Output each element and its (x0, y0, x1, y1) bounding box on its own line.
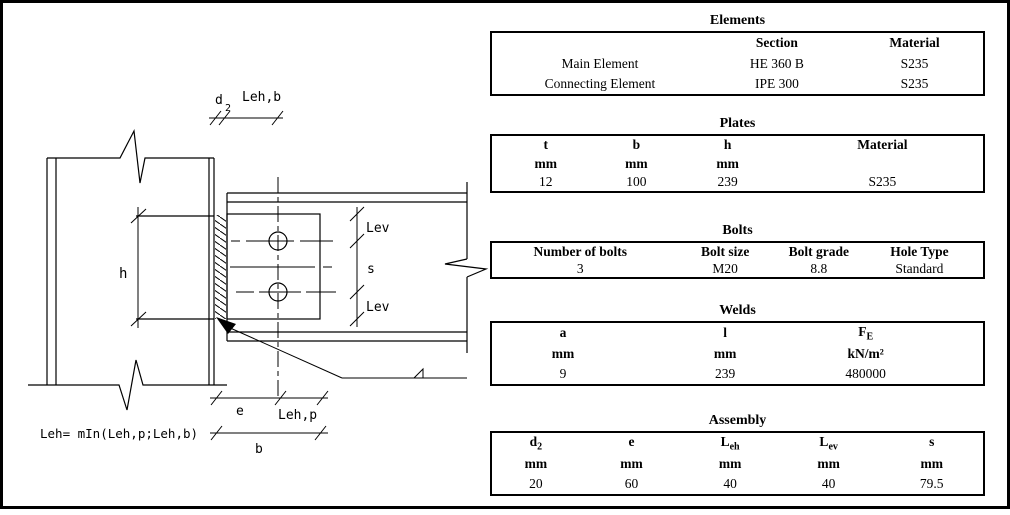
unit-cell: mm (534, 155, 557, 171)
table-row (491, 53, 984, 74)
table-cell: IPE 300 (754, 76, 799, 91)
welds-title: Welds (719, 303, 756, 318)
table-cell: HE 360 B (749, 55, 804, 71)
values-row (491, 364, 984, 385)
bolts-title: Bolts (722, 223, 753, 238)
value-cell: 100 (626, 174, 647, 189)
unit-cell: mm (524, 455, 548, 471)
elements-title: Elements (709, 13, 766, 28)
unit-cell: mm (551, 345, 575, 361)
assembly-table (490, 431, 985, 496)
dim-label-e: e (236, 404, 244, 419)
dimension-lines (131, 111, 364, 440)
weld-leader (216, 317, 467, 378)
value-cell: M20 (712, 260, 738, 276)
value-cell: 20 (529, 476, 543, 491)
table-cell: Main Element (561, 55, 639, 71)
unit-cell: mm (625, 155, 648, 171)
dim-label-leh-p: Leh,p (278, 408, 318, 423)
dim-label-d2-sub: 2 (225, 103, 232, 114)
value-cell: 40 (821, 476, 836, 491)
dim-label-leh-b: Leh,b (242, 90, 282, 105)
dim-label-lev-top: Lev (366, 221, 390, 236)
value-cell: 480000 (845, 366, 886, 381)
unit-cell: mm (620, 455, 643, 471)
assembly-title: Assembly (708, 413, 767, 428)
table-cell: Connecting Element (544, 76, 656, 91)
elements-section (490, 12, 985, 96)
assembly-section (490, 412, 985, 496)
unit-cell: mm (718, 455, 742, 471)
unit-cell: mm (716, 155, 739, 171)
col-header: h (723, 137, 732, 152)
value-cell: 3 (576, 260, 584, 276)
units-row (491, 343, 984, 364)
col-header: $F_E$ (858, 323, 874, 343)
value-cell: 8.8 (810, 260, 828, 276)
value-cell: 239 (715, 366, 736, 381)
col-header: Number of bolts (533, 243, 627, 259)
table-cell: S235 (900, 76, 929, 91)
dim-label-d2: d (215, 93, 223, 108)
col-header: t (543, 137, 548, 152)
unit-cell (782, 154, 984, 173)
table-header-row (491, 322, 984, 343)
table-cell: S235 (900, 55, 929, 71)
elements-table (490, 31, 985, 96)
col-header-blank (491, 32, 708, 53)
unit-cell (915, 343, 984, 364)
units-row (491, 453, 984, 474)
value-cell: 9 (559, 366, 567, 381)
col-header-material: Material (889, 35, 940, 50)
table-header-row (491, 242, 984, 260)
col-header: Bolt grade (788, 243, 850, 259)
value-cell: 12 (538, 174, 553, 189)
beam-break-icon (445, 259, 486, 277)
unit-cell: mm (817, 455, 840, 471)
leh-formula: Leh= mIn(Leh,p;Leh,b) (40, 426, 199, 441)
value-cell: 40 (723, 476, 737, 491)
values-row (491, 474, 984, 495)
units-row (491, 154, 984, 173)
value-cell (915, 364, 984, 385)
col-header: s (929, 433, 935, 449)
col-header: a (559, 325, 567, 340)
col-header-section: Section (755, 35, 798, 50)
column-bottom-break-icon (28, 360, 227, 410)
col-header-blank (915, 322, 984, 343)
value-cell: 60 (624, 476, 639, 491)
values-row (491, 260, 984, 278)
welds-section (490, 302, 985, 386)
col-header: $L_{ev}$ (819, 433, 838, 453)
plates-section (490, 115, 985, 193)
unit-cell: mm (713, 345, 737, 361)
table-header-row (491, 32, 984, 53)
value-cell: 79.5 (919, 476, 944, 491)
col-header: e (628, 433, 635, 449)
col-header: $d_2$ (529, 433, 543, 453)
column-top-break-icon (47, 131, 214, 183)
welds-table (490, 321, 985, 386)
plates-table (490, 134, 985, 193)
column-outline (28, 131, 227, 410)
dim-label-s: s (367, 262, 375, 277)
bolts-table (490, 241, 985, 279)
col-header: $L_{eh}$ (720, 433, 740, 453)
values-row (491, 173, 984, 192)
unit-cell: kN/m² (847, 345, 884, 361)
table-header-row (491, 135, 984, 154)
value-cell: Standard (895, 260, 944, 276)
col-header: Bolt size (700, 243, 750, 259)
dim-label-b: b (255, 442, 263, 457)
dim-label-lev-bottom: Lev (366, 300, 390, 315)
unit-cell: mm (920, 455, 943, 471)
plates-title: Plates (719, 116, 756, 131)
table-row (491, 74, 984, 95)
value-cell: 239 (717, 174, 738, 189)
weld-hatch (215, 215, 226, 319)
value-cell: S235 (868, 174, 897, 189)
dim-label-h: h (119, 266, 128, 282)
table-header-row (491, 432, 984, 453)
fillet-weld-symbol-icon (414, 369, 423, 378)
bolts-section (490, 222, 985, 279)
col-header: b (632, 137, 641, 152)
col-header: Hole Type (890, 243, 949, 259)
col-header: l (723, 325, 728, 340)
col-header: Material (857, 137, 908, 152)
